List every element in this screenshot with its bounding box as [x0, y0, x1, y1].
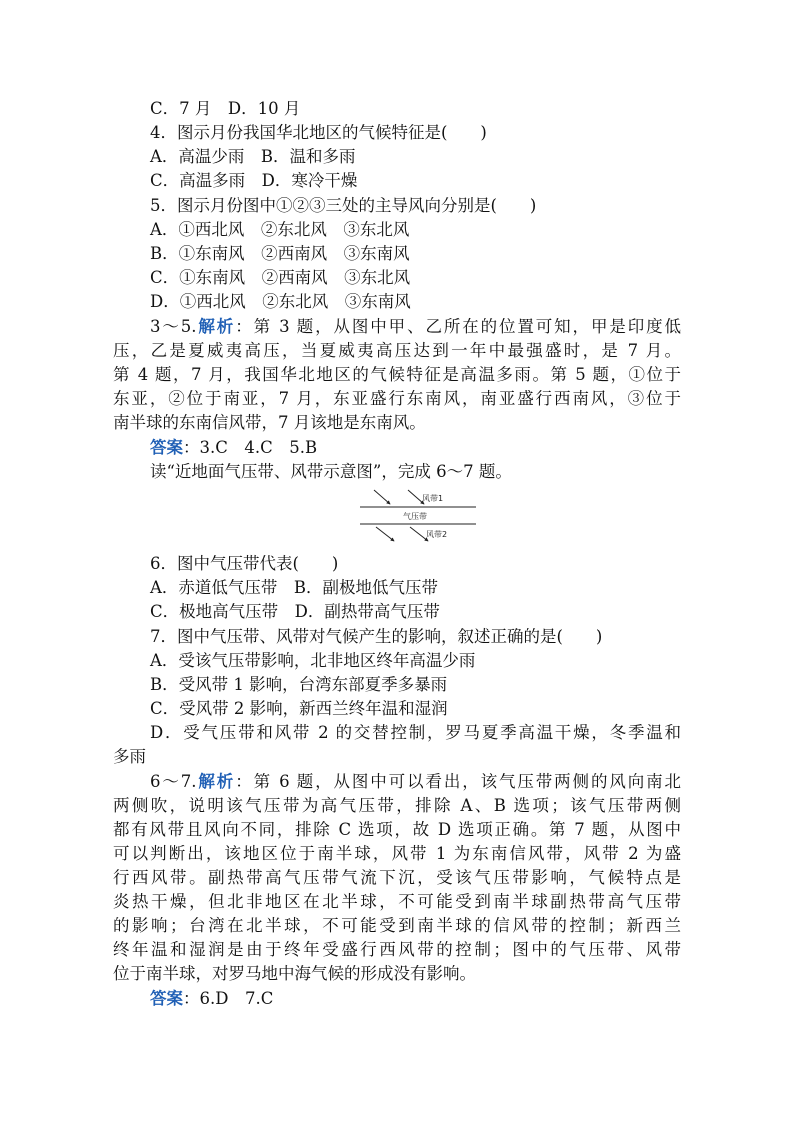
q5-option-c: C．①东南风 ②西南风 ③东北风: [150, 268, 411, 287]
q5-stem: 5．图示月份图中①②③三处的主导风向分别是( ): [150, 196, 537, 215]
q7-option-d-cont: 多雨: [113, 747, 146, 766]
analysis-6-7-line2: 两侧吹，说明该气压带为高气压带，排除 A、B 选项；该气压带两侧: [113, 796, 681, 815]
analysis-3-5-line1: 3～5.解析：第 3 题，从图中甲、乙所在的位置可知，甲是印度低: [150, 317, 682, 336]
label-wind-belt-2: 风带2: [426, 530, 448, 539]
q6-options-cd: C．极地高气压带 D．副热带高气压带: [150, 602, 440, 621]
q7-option-a: A．受该气压带影响，北非地区终年高温少雨: [150, 651, 476, 670]
answer-keyword: 答案: [150, 438, 183, 457]
analysis-keyword: 解析: [196, 317, 236, 336]
label-wind-belt-1: 风带1: [422, 494, 444, 503]
analysis-6-7-line4: 可以判断出，该地区位于南半球，风带 1 为东南信风带，风带 2 为盛: [113, 844, 681, 863]
analysis-keyword: 解析: [196, 772, 236, 791]
analysis-3-5-line2: 压，乙是夏威夷高压，当夏威夷高压达到一年中最强盛时，是 7 月。: [113, 341, 681, 360]
q7-option-c: C．受风带 2 影响，新西兰终年温和湿润: [150, 699, 448, 718]
analysis-6-7-line5: 行西风带。副热带高气压带气流下沉，受该气压带影响，气候特点是: [113, 868, 681, 887]
intro-6-7: 读“近地面气压带、风带示意图”，完成 6～7 题。: [150, 462, 512, 481]
q4-options-cd: C．高温多雨 D．寒冷干燥: [150, 171, 358, 190]
q4-options-ab: A．高温少雨 B．温和多雨: [150, 147, 356, 166]
q7-stem: 7．图中气压带、风带对气候产生的影响，叙述正确的是( ): [150, 627, 603, 646]
analysis-6-7-line1: 6～7.解析：第 6 题，从图中可以看出，该气压带两侧的风向南北: [150, 772, 682, 791]
analysis-6-7-line3: 都有风带且风向不同，排除 C 选项，故 D 选项正确。第 7 题，从图中: [113, 820, 681, 839]
analysis-6-7-line7: 的影响；台湾在北半球，不可能受到南半球的信风带的控制；新西兰: [113, 916, 681, 935]
label-pressure-belt: 气压带: [403, 512, 427, 521]
analysis-3-5-line3: 第 4 题，7 月，我国华北地区的气候特征是高温多雨。第 5 题，①位于: [113, 365, 681, 384]
q6-options-ab: A．赤道低气压带 B．副极地低气压带: [150, 578, 439, 597]
q5-option-d: D．①西北风 ②东北风 ③东南风: [150, 292, 411, 311]
analysis-3-5-line5: 南半球的东南信风带，7 月该地是东南风。: [113, 413, 426, 432]
analysis-3-5-line4: 东亚，②位于南亚，7 月，东亚盛行东南风，南亚盛行西南风，③位于: [113, 389, 681, 408]
analysis-6-7-line8: 终年温和湿润是由于终年受盛行西风带的控制；图中的气压带、风带: [113, 940, 681, 959]
q4-stem: 4．图示月份我国华北地区的气候特征是( ): [150, 123, 487, 142]
answer-keyword: 答案: [150, 989, 183, 1008]
q5-option-b: B．①东南风 ②西南风 ③东南风: [150, 244, 410, 263]
wind-arrow-lower-left: [376, 527, 394, 541]
answer-6-7: 答案：6.D 7.C: [150, 989, 274, 1008]
analysis-6-7-line9: 位于南半球，对罗马地中海气候的形成没有影响。: [113, 964, 476, 983]
q7-option-d: D．受气压带和风带 2 的交替控制，罗马夏季高温干燥，冬季温和: [150, 723, 681, 742]
q7-option-b: B．受风带 1 影响，台湾东部夏季多暴雨: [150, 675, 448, 694]
wind-arrow-upper-left: [374, 490, 390, 504]
q5-option-a: A．①西北风 ②东北风 ③东北风: [150, 220, 410, 239]
answer-3-5: 答案：3.C 4.C 5.B: [150, 438, 318, 457]
pressure-wind-belt-diagram: [360, 487, 476, 543]
analysis-6-7-line6: 炎热干燥，但北非地区在北半球，不可能受到南半球副热带高气压带: [113, 892, 681, 911]
q6-stem: 6．图中气压带代表( ): [150, 554, 339, 573]
q3-options-cd: C．7 月 D．10 月: [150, 99, 301, 118]
